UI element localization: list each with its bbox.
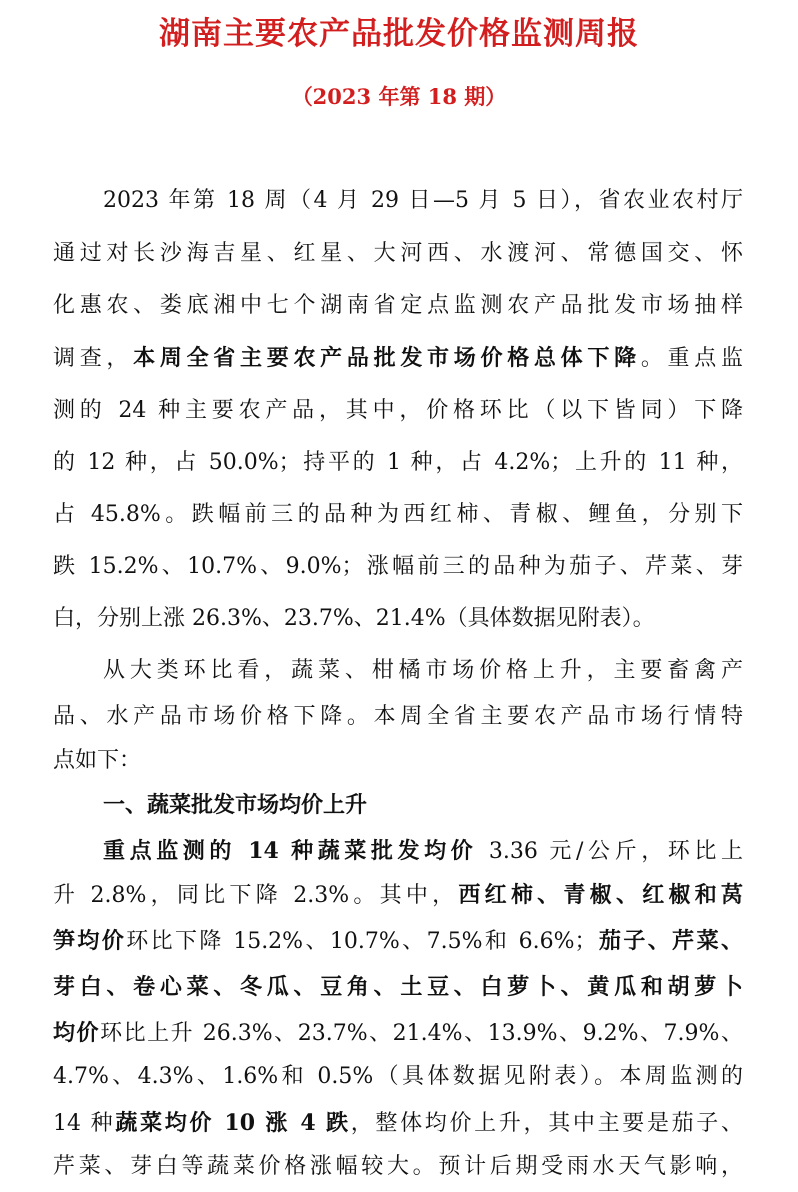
report-title: 湖南主要农产品批发价格监测周报 bbox=[159, 16, 639, 52]
paragraph-line: 笋均价环比下降 15.2%、10.7%、7.5%和 6.6%；茄子、芹菜、 bbox=[53, 928, 743, 954]
paragraph-line: 从大类环比看，蔬菜、柑橘市场价格上升，主要畜禽产 bbox=[103, 658, 743, 683]
paragraph-line: 重点监测的 14 种蔬菜批发均价 3.36 元/公斤，环比上 bbox=[103, 838, 743, 864]
paragraph-line: 14 种蔬菜均价 10 涨 4 跌，整体均价上升，其中主要是茄子、 bbox=[53, 1110, 743, 1136]
paragraph-line: 的 12 种，占 50.0%；持平的 1 种，占 4.2%；上升的 11 种， bbox=[53, 450, 743, 475]
paragraph-line: 调查，本周全省主要农产品批发市场价格总体下降。重点监 bbox=[53, 345, 743, 371]
paragraph-line: 均价环比上升 26.3%、23.7%、21.4%、13.9%、9.2%、7.9%、 bbox=[53, 1020, 743, 1046]
paragraph-line: 4.7%、4.3%、1.6%和 0.5%（具体数据见附表）。本周监测的 bbox=[53, 1064, 743, 1089]
paragraph-line: 占 45.8%。跌幅前三的品种为西红柿、青椒、鲤鱼，分别下 bbox=[53, 502, 743, 527]
paragraph-line: 2023 年第 18 周（4 月 29 日—5 月 5 日），省农业农村厅 bbox=[103, 188, 743, 213]
report-issue: （2023 年第 18 期） bbox=[291, 84, 507, 109]
paragraph-line: 升 2.8%，同比下降 2.3%。其中，西红柿、青椒、红椒和莴 bbox=[53, 882, 743, 908]
paragraph-line: 测的 24 种主要农产品，其中，价格环比（以下皆同）下降 bbox=[53, 398, 743, 423]
section-heading: 一、蔬菜批发市场均价上升 bbox=[103, 792, 368, 818]
paragraph-line: 白，分别上涨 26.3%、23.7%、21.4%（具体数据见附表）。 bbox=[53, 606, 655, 631]
paragraph-line: 点如下： bbox=[53, 748, 142, 773]
paragraph-line: 芽白、卷心菜、冬瓜、豆角、土豆、白萝卜、黄瓜和胡萝卜 bbox=[53, 974, 743, 1000]
paragraph-line: 芹菜、芽白等蔬菜价格涨幅较大。预计后期受雨水天气影响， bbox=[53, 1154, 743, 1179]
bold-summary: 本周全省主要农产品批发市场价格总体下降 bbox=[133, 345, 641, 371]
paragraph-line: 品、水产品市场价格下降。本周全省主要农产品市场行情特 bbox=[53, 704, 743, 729]
paragraph-line: 化惠农、娄底湘中七个湖南省定点监测农产品批发市场抽样 bbox=[53, 293, 743, 318]
paragraph-line: 通过对长沙海吉星、红星、大河西、水渡河、常德国交、怀 bbox=[53, 241, 743, 266]
paragraph-line: 跌 15.2%、10.7%、9.0%；涨幅前三的品种为茄子、芹菜、芽 bbox=[53, 554, 743, 579]
